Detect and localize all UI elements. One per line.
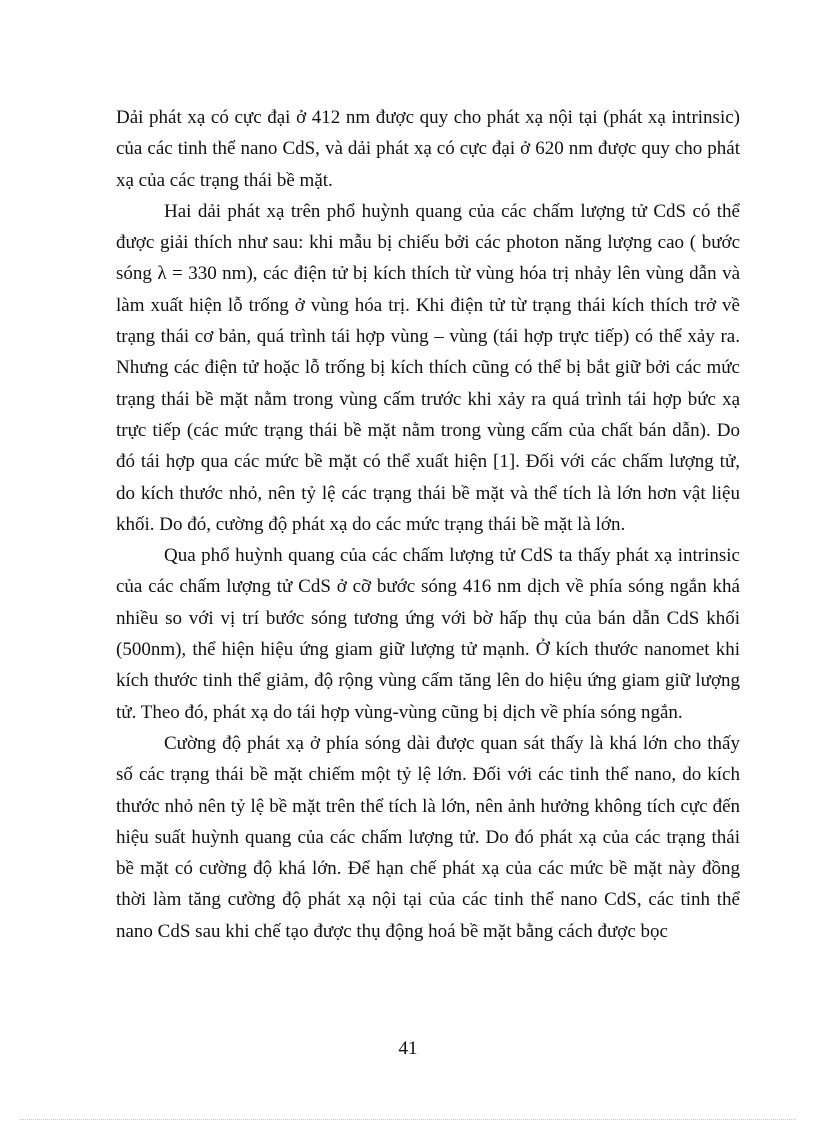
paragraph-2: Hai dải phát xạ trên phổ huỳnh quang của các chấm lượng tử CdS có thể được giải thích như sau: khi mẫu bị chiếu bởi các photon năng lượng cao ( bước sóng λ = 330 nm), các điện tử bị kích thích từ vùng hóa trị nhảy lên vùng dẫn và làm xuất hiện lỗ trống ở vùng hóa trị. Khi điện tử từ trạng thái kích thích trở về trạng thái cơ bản, quá trình tái hợp vùng – vùng (tái hợp trực tiếp) có thể xảy ra. Nhưng các điện tử hoặc lỗ trống bị kích thích cũng có thể bị bắt giữ bởi các mức trạng thái bề mặt nằm trong vùng cấm trước khi xảy ra quá trình tái hợp bức xạ trực tiếp (các mức trạng thái bề mặt nằm trong vùng cấm của chất bán dẫn). Do đó tái hợp qua các mức bề mặt có thể xuất hiện [1]. Đối với các chấm lượng tử, do kích thước nhỏ, nên tỷ lệ các trạng thái bề mặt và thể tích là lớn hơn vật liệu khối. Do đó, cường độ phát xạ do các mức trạng thái bề mặt là lớn. [116,200,740,535]
paragraph-1: Dải phát xạ có cực đại ở 412 nm được quy cho phát xạ nội tại (phát xạ intrinsic) của các tinh thể nano CdS, và dải phát xạ có cực đại ở 620 nm được quy cho phát xạ của các trạng thái bề mặt. [116,107,740,191]
page-number: 41 [398,1038,418,1059]
paragraph-3: Qua phổ huỳnh quang của các chấm lượng tử CdS ta thấy phát xạ intrinsic của các chấm lượng tử CdS ở cỡ bước sóng 416 nm dịch về phía sóng ngắn khá nhiều so với vị trí bước sóng tương ứng với bờ hấp thụ của bán dẫn CdS khối (500nm), thể hiện hiệu ứng giam giữ lượng tử mạnh. Ở kích thước nanomet khi kích thước tinh thể giảm, độ rộng vùng cấm tăng lên do hiệu ứng giam giữ lượng tử. Theo đó, phát xạ do tái hợp vùng-vùng cũng bị dịch về phía sóng ngắn. [116,545,740,723]
body-text [116,102,740,947]
page-bottom-divider [20,1119,796,1120]
paragraph-4: Cường độ phát xạ ở phía sóng dài được quan sát thấy là khá lớn cho thấy số các trạng thái bề mặt chiếm một tỷ lệ lớn. Đối với các tinh thể nano, do kích thước nhỏ nên tỷ lệ bề mặt trên thể tích là lớn, nên ảnh hưởng không tích cực đến hiệu suất huỳnh quang của các chấm lượng tử. Do đó phát xạ của các trạng thái bề mặt có cường độ khá lớn. Để hạn chế phát xạ của các mức bề mặt này đồng thời làm tăng cường độ phát xạ nội tại của các tinh thể nano CdS, các tinh thể nano CdS sau khi chế tạo được thụ động hoá bề mặt bằng cách được bọc [116,732,740,942]
